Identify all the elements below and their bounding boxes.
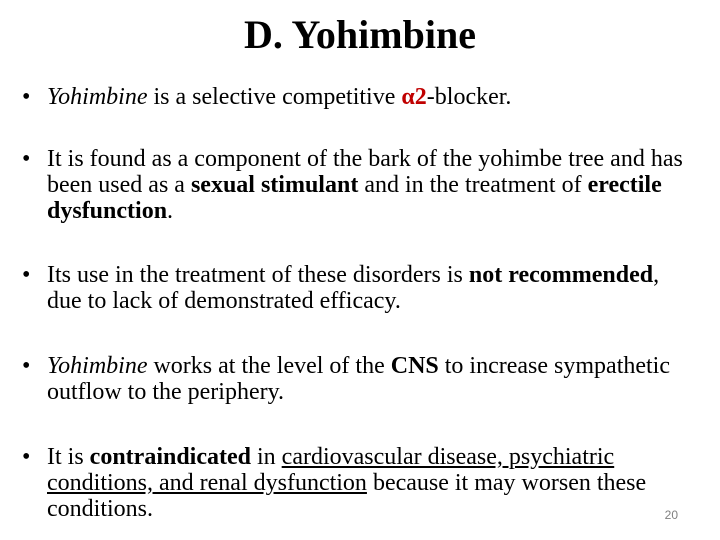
bullet-3 (22, 262, 692, 314)
text-run: Yohimbine (47, 84, 148, 110)
bullet-text (47, 444, 692, 522)
text-run: -blocker. (426, 84, 512, 110)
text-run: CNS (390, 353, 439, 379)
text-run: cardiovascular disease, psychiatric conditions, and renal dysfunction (47, 444, 615, 496)
text-run: in (251, 444, 282, 470)
bullet-text (47, 146, 692, 224)
text-run: to increase sympathetic outflow to the periphery. (47, 353, 670, 405)
page-number: 20 (664, 508, 678, 522)
bullet-marker: • (22, 353, 31, 379)
text-run: α2 (401, 84, 427, 110)
text-run: contraindicated (89, 444, 251, 470)
bullet-marker: • (22, 444, 31, 470)
text-run: Yohimbine (47, 353, 148, 379)
text-run: It is (47, 444, 90, 470)
bullet-2 (22, 146, 692, 224)
text-run: sexual stimulant (190, 172, 359, 198)
text-run: , due to lack of demonstrated efficacy. (47, 262, 660, 314)
text-run: . (167, 198, 174, 224)
text-run: works at the level of the (147, 353, 391, 379)
text-run: Its use in the treatment of these disorders is (47, 262, 469, 288)
slide-title: D. Yohimbine (244, 12, 476, 57)
bullet-marker: • (22, 146, 31, 172)
text-run: It is found as a component of the bark of the yohimbe tree and has been used as a (47, 146, 683, 198)
bullet-4 (22, 353, 692, 405)
bullet-marker: • (22, 84, 31, 110)
text-run: is a selective competitive (147, 84, 402, 110)
text-run: erectile dysfunction (47, 172, 662, 224)
bullet-5 (22, 444, 692, 522)
bullet-text (47, 84, 692, 110)
text-run: not recommended (468, 262, 654, 288)
text-run: and in the treatment of (358, 172, 588, 198)
text-run: because it may worsen these conditions. (47, 470, 647, 522)
bullet-text (47, 262, 692, 314)
bullet-text (47, 353, 692, 405)
bullet-marker: • (22, 262, 31, 288)
bullet-1 (22, 84, 692, 110)
